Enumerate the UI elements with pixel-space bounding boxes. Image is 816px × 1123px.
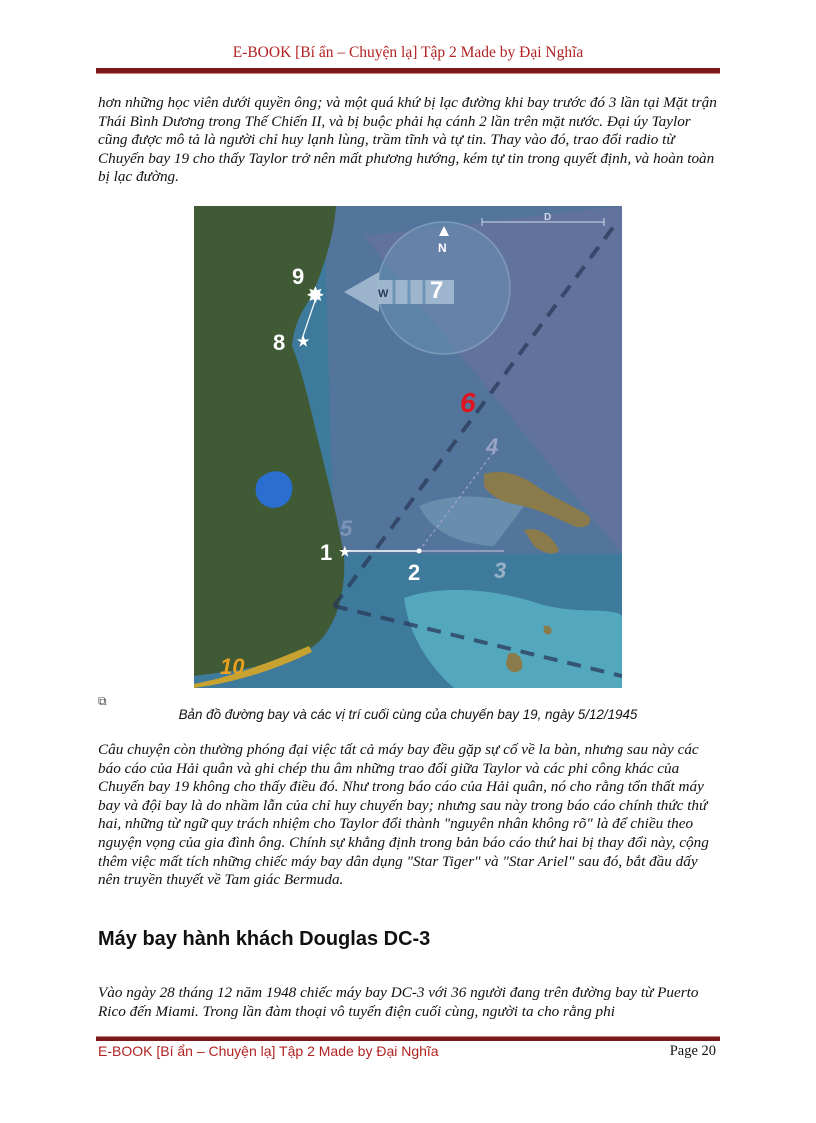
footer-title: E-BOOK [Bí ẩn – Chuyện lạ] Tập 2 Made by Đại Nghĩa bbox=[98, 1043, 439, 1059]
burst-9-icon: ✸ bbox=[307, 285, 324, 307]
west-label: W bbox=[378, 288, 389, 300]
label-8: 8 bbox=[273, 330, 286, 355]
waypoint-2-dot bbox=[417, 549, 422, 554]
page-header: E-BOOK [Bí ẩn – Chuyện lạ] Tập 2 Made by Đại Nghĩa bbox=[232, 44, 584, 61]
section-heading: Máy bay hành khách Douglas DC-3 bbox=[98, 928, 431, 950]
north-label: N bbox=[438, 241, 447, 255]
label-5: 5 bbox=[340, 516, 353, 541]
flight-19-map bbox=[194, 206, 622, 688]
paragraph-dc3: Vào ngày 28 tháng 12 năm 1948 chiếc máy bay DC-3 với 36 người đang trên đường bay từ Puerto Rico đến Miami. Trong lần đàm thoại vô tuyến điện cuối cùng, người ta cho rằng phi bbox=[98, 984, 699, 1020]
figure-caption: Bản đồ đường bay và các vị trí cuối cùng của chuyến bay 19, ngày 5/12/1945 bbox=[178, 707, 638, 722]
label-1: 1 bbox=[320, 540, 333, 565]
label-4: 4 bbox=[486, 434, 499, 459]
label-9: 9 bbox=[292, 264, 305, 289]
label-7: 7 bbox=[430, 277, 444, 304]
footer-rule bbox=[96, 1036, 720, 1041]
paragraph-compass-story: Câu chuyện còn thường phóng đại việc tất cả máy bay đều gặp sự cố về la bàn, nhưng sau này các báo cáo của Hải quân và ghi chép thu âm những trao đổi giữa Taylor và các phi công khác của Chuyến bay 19 không cho thấy điều đó. Như trong báo cáo của Hải quân, nó cho rằng tổn thất máy bay và đội bay là do nhầm lẫn của chỉ huy chuyến bay; nhưng sau này trong báo cáo chính thức thứ hai, những từ ngữ quy trách nhiệm cho Taylor đổi thành "nguyên nhân không rõ" là để chiều theo nguyện vọng của gia đình ông. Chính sự khẳng định trong bản báo cáo thứ hai bị thay đổi này, cộng thêm việc mất tích những chiếc máy bay dân dụng "Star Tiger" và "Star Ariel" sau đó, bắt đầu dấy nên truyền thuyết về Tam giác Bermuda. bbox=[98, 741, 709, 889]
star-1-icon: ★ bbox=[339, 544, 351, 559]
scale-label: D bbox=[544, 212, 552, 223]
label-2: 2 bbox=[408, 560, 421, 585]
page-number: Page 20 bbox=[669, 1043, 716, 1059]
label-6: 6 bbox=[460, 387, 476, 418]
caption-link-icon[interactable]: ⧉ bbox=[98, 694, 107, 708]
header-rule bbox=[96, 68, 720, 74]
label-3: 3 bbox=[494, 558, 507, 583]
paragraph-intro: hơn những học viên dưới quyền ông; và một quá khứ bị lạc đường khi bay trước đó 3 lần tại Mặt trận Thái Bình Dương trong Thế Chiến II, và bị buộc phải hạ cánh 2 lần trên mặt nước. Đại úy Taylor cũng được mô tả là người chỉ huy lạnh lùng, trầm tĩnh và tự tin. Thay vào đó, trao đổi radio từ Chuyến bay 19 cho thấy Taylor trở nên mất phương hướng, kém tự tin trong quyết định, và hoàn toàn bị lạc đường. bbox=[98, 94, 717, 186]
label-10: 10 bbox=[220, 654, 245, 679]
star-8-icon: ★ bbox=[297, 333, 310, 349]
